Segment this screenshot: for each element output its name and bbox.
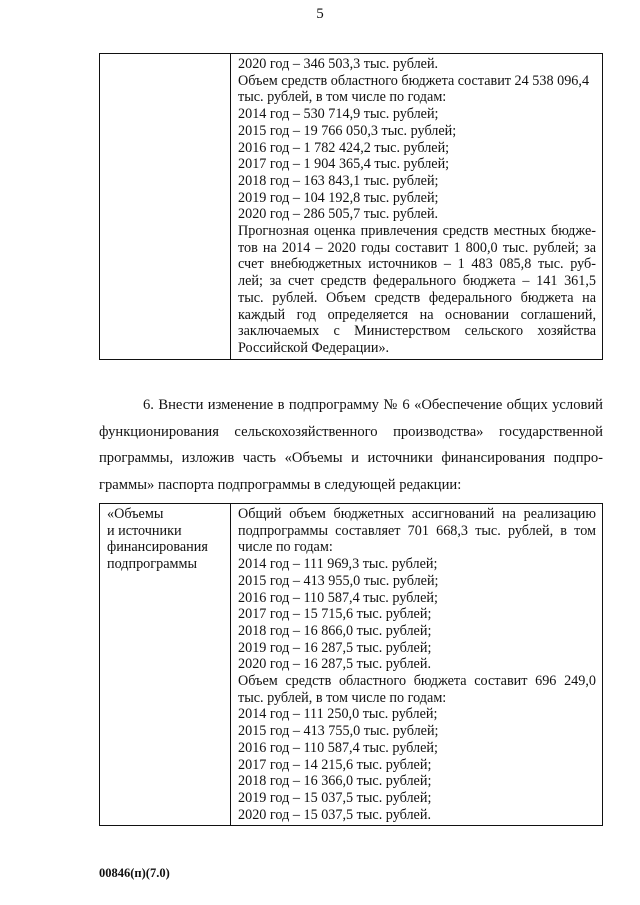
table-1-line: 2014 год – 530 714,9 тыс. рублей; [238,106,439,123]
table-1-line: Российской Федерации». [238,339,390,356]
table-2-left-cell [100,504,231,826]
table-2-left-line: финансирования [107,539,208,556]
table-2-line: 2020 год – 15 037,5 тыс. рублей. [238,806,431,823]
table-1-line: тыс. рублей. Объем средств федерального бюджета на [238,289,596,306]
table-1-line: 2017 год – 1 904 365,4 тыс. рублей; [238,156,450,173]
paragraph-line: функционирования сельскохозяйственного производства» государственной [99,423,603,440]
page-number: 5 [316,6,324,22]
table-2-line: 2014 год – 111 250,0 тыс. рублей; [238,706,438,723]
table-1-line: лей; за счет средств федерального бюджета – 141 361,5 [238,273,596,290]
table-1-line: тов на 2014 – 2020 годы составит 1 800,0 тыс. рублей; за [238,239,596,256]
table-2-left-line: подпрограммы [107,556,197,573]
table-1-line: Прогнозная оценка привлечения средств местных бюдже- [238,223,596,240]
table-1-right-cell [231,54,603,360]
table-2-line: 2018 год – 16 366,0 тыс. рублей; [238,773,432,790]
table-2-line: 2015 год – 413 955,0 тыс. рублей; [238,572,439,589]
table-2-line: подпрограммы составляет 701 668,3 тыс. рублей, в том [238,522,596,539]
table-2-line: 2016 год – 110 587,4 тыс. рублей; [238,589,438,606]
table-1-line: 2020 год – 346 503,3 тыс. рублей. [238,56,439,72]
table-1-left-cell [100,54,231,360]
table-2-line: 2018 год – 16 866,0 тыс. рублей; [238,622,432,639]
table-2-line: 2016 год – 110 587,4 тыс. рублей; [238,739,438,756]
table-1-line: 2015 год – 19 766 050,3 тыс. рублей; [238,122,457,139]
table-2-line: Объем средств областного бюджета составит 696 249,0 [238,673,596,690]
table-2-line: 2020 год – 16 287,5 тыс. рублей. [238,656,431,673]
table-1-line: 2019 год – 104 192,8 тыс. рублей; [238,189,439,206]
table-1-line: счет внебюджетных источников – 1 483 085,8 тыс. руб- [238,256,596,273]
table-1-line: заключаемых с Министерством сельского хозяйства [238,323,596,340]
table-1-line: 2020 год – 286 505,7 тыс. рублей. [238,206,439,223]
document-code: 00846(п)(7.0) [99,866,170,880]
table-2-line: Общий объем бюджетных ассигнований на реализацию [238,506,596,522]
table-1-line: тыс. рублей, в том числе по годам: [238,89,447,106]
paragraph-line: граммы» паспорта подпрограммы в следующей редакции: [99,476,462,493]
table-1-line: Объем средств областного бюджета составит 24 538 096,4 [238,72,590,89]
amendment-paragraph [99,392,603,498]
table-1-line: каждый год определяется на основании соглашений, [238,306,596,323]
table-2-line: 2014 год – 111 969,3 тыс. рублей; [238,556,438,573]
table-1-line: 2018 год – 163 843,1 тыс. рублей; [238,172,439,189]
table-2-line: числе по годам: [238,539,333,556]
table-2-left-line: и источники [107,522,182,539]
table-2-line: тыс. рублей, в том числе по годам: [238,689,447,706]
funding-table-new [99,503,603,826]
table-2-line: 2019 год – 16 287,5 тыс. рублей; [238,639,432,656]
table-2-right-cell [231,504,603,826]
paragraph-line: 6. Внести изменение в подпрограмму № 6 «Обеспечение общих условий [143,397,603,413]
table-2-line: 2015 год – 413 755,0 тыс. рублей; [238,723,439,740]
table-2-line: 2017 год – 15 715,6 тыс. рублей; [238,606,432,623]
paragraph-line: программы, изложив часть «Объемы и источники финансирования подпро- [99,450,603,466]
table-1-line: 2016 год – 1 782 424,2 тыс. рублей; [238,139,450,156]
table-2-line: 2019 год – 15 037,5 тыс. рублей; [238,789,432,806]
table-2-left-line: «Объемы [107,506,164,522]
table-2-line: 2017 год – 14 215,6 тыс. рублей; [238,756,432,773]
funding-table-continued [99,53,603,360]
